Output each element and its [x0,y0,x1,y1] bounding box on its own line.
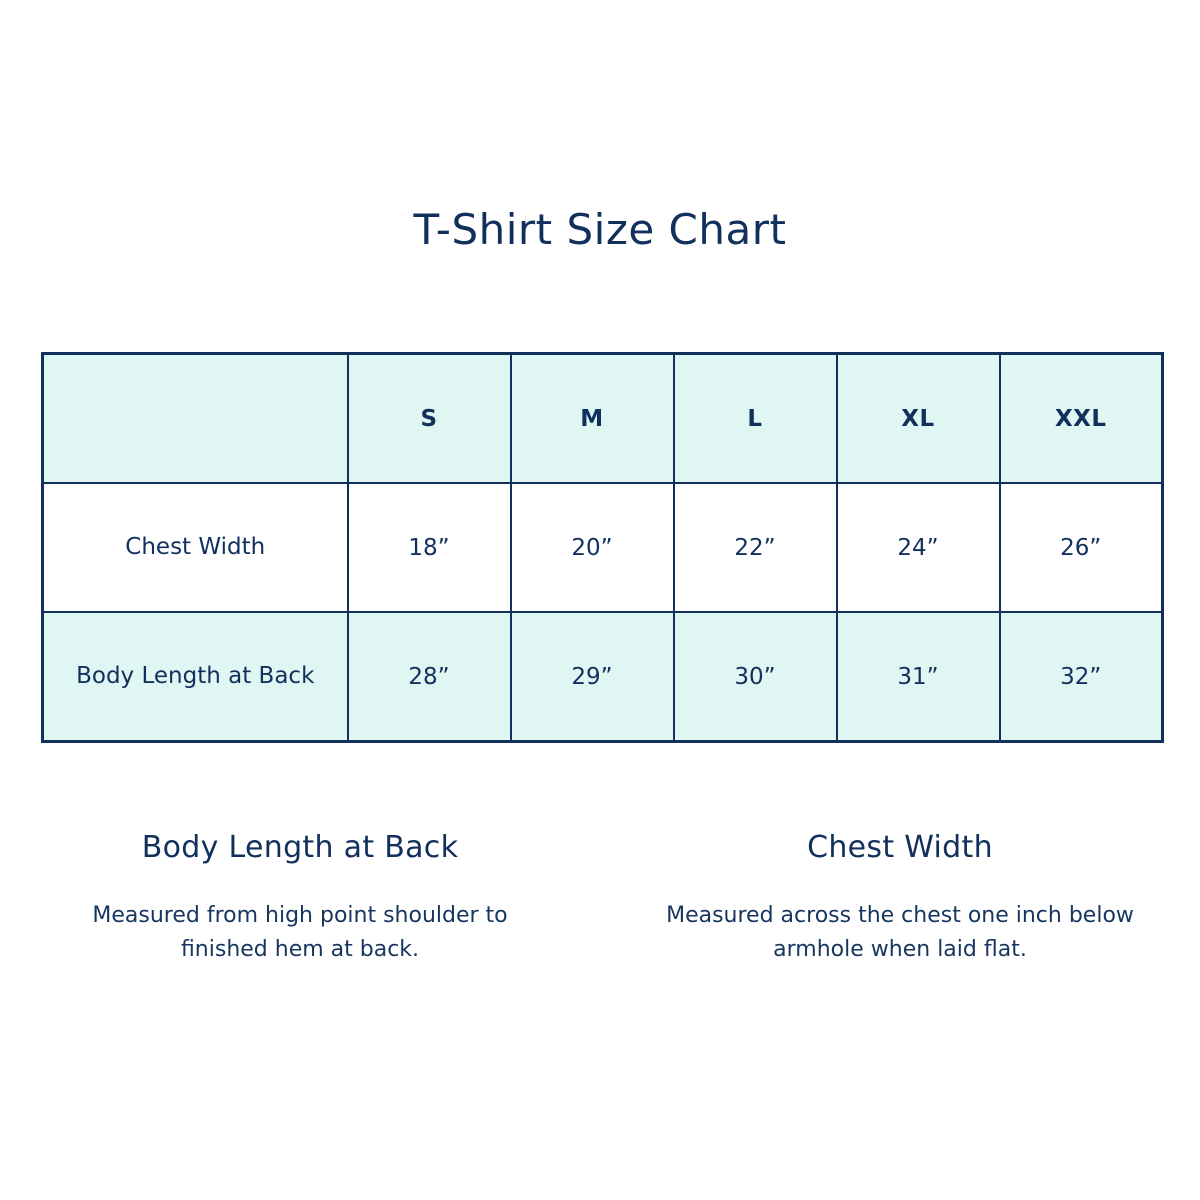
cell-chest-width-xl: 24” [837,483,1000,612]
column-header-s: S [348,354,511,484]
cell-chest-width-m: 20” [511,483,674,612]
size-chart-table-wrapper [41,352,1160,743]
cell-body-length-l: 30” [674,612,837,742]
table-row [43,483,1163,612]
column-header-xxl: XXL [1000,354,1163,484]
cell-body-length-xxl: 32” [1000,612,1163,742]
cell-body-length-xl: 31” [837,612,1000,742]
cell-chest-width-l: 22” [674,483,837,612]
row-label-chest-width: Chest Width [43,483,348,612]
note-chest-width [600,830,1200,967]
note-heading-chest-width: Chest Width [807,830,993,865]
measurement-notes [0,830,1200,967]
column-header-m: M [511,354,674,484]
note-text-body-length: Measured from high point shoulder to finished hem at back. [92,903,508,963]
page-title: T-Shirt Size Chart [413,205,787,254]
note-body-length [0,830,600,967]
note-text-chest-width: Measured across the chest one inch below armhole when laid flat. [666,903,1134,963]
cell-body-length-m: 29” [511,612,674,742]
column-header-xl: XL [837,354,1000,484]
cell-chest-width-s: 18” [348,483,511,612]
table-row [43,612,1163,742]
row-label-body-length: Body Length at Back [43,612,348,742]
table-corner-cell [43,354,348,484]
note-heading-body-length: Body Length at Back [141,830,459,865]
cell-chest-width-xxl: 26” [1000,483,1163,612]
table-header-row [43,354,1163,484]
cell-body-length-s: 28” [348,612,511,742]
size-chart-table [41,352,1164,743]
column-header-l: L [674,354,837,484]
